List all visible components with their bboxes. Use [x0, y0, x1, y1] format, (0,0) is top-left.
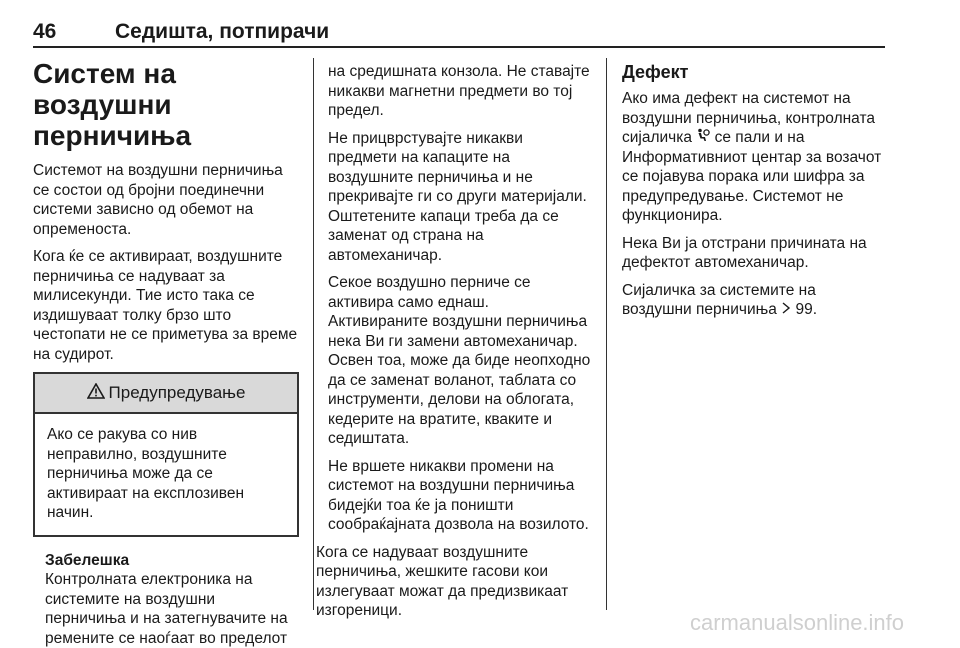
paragraph	[622, 89, 888, 226]
page-number: 46	[33, 20, 56, 44]
column-2	[328, 62, 592, 629]
paragraph: Нека Ви ја отстрани причината на дефектот автомеханичар.	[622, 234, 888, 273]
paragraph-text: Ако има дефект на системот на воздушни перничиња, контролната сијаличка	[622, 90, 875, 146]
warning-header	[35, 374, 297, 414]
note-text: Контролната електроника на системите на воздушни перничиња и на затегнувачите на ремените се наоѓаат во пределот	[45, 570, 299, 648]
paragraph: Кога се надуваат воздушните перничиња, жешките гасови кои излегуваат можат да предизвикаат изгореници.	[316, 543, 592, 621]
paragraph: Секое воздушно перниче се активира само еднаш. Активираните воздушни перничиња нека Ви ги замени автомеханичар. Освен тоа, може да биде неопходно да се заменат воланот, таблата со инструменти, делови на облогата, кедерите на вратите, кваките и седиштата.	[328, 273, 592, 449]
paragraph: Кога ќе се активираат, воздушните перничиња се надуваат за милисекунди. Тие исто така се издишуваат толку брзо што честопати не се приметува за време на судирот.	[33, 247, 299, 364]
paragraph	[622, 281, 888, 320]
section-heading-airbag-system: Систем на воздушни перничиња	[33, 58, 299, 151]
running-title: Седишта, потпирачи	[115, 20, 329, 44]
section-heading-malfunction: Дефект	[622, 62, 888, 83]
warning-box	[33, 372, 299, 537]
warning-text: Ако се ракува со нив неправилно, воздушните перничиња може да се активираат на експлозивен начин.	[47, 425, 285, 523]
paragraph: на средишната конзола. Не ставајте никакви магнетни предмети во тој предел.	[328, 62, 592, 121]
paragraph: Не вршете никакви промени на системот на воздушни перничиња бидејќи тоа ќе ја поништи сообраќајната дозвола на возилото.	[328, 457, 592, 535]
note-title: Забелешка	[45, 551, 299, 571]
page-reference-icon	[781, 300, 791, 320]
column-3	[622, 62, 888, 328]
column-divider	[313, 58, 314, 610]
column-1	[33, 58, 299, 648]
paragraph: Не прицврстувајте никакви предмети на капаците на воздушните перничиња и не прекривајте ги со други материјали. Оштетените капаци треба да се заменат од страна на автомеханичар.	[328, 129, 592, 266]
note-box	[33, 551, 299, 648]
page-reference-link[interactable]: 99.	[795, 301, 817, 318]
paragraph-text: се пали и на Информативниот центар за возачот се појавува порака или шифра за предупредување. Системот не функционира.	[622, 129, 881, 224]
warning-title: Предупредување	[109, 383, 246, 403]
airbag-warning-icon	[696, 128, 710, 148]
watermark: carmanualsonline.info	[690, 610, 904, 636]
column-divider	[606, 58, 607, 610]
paragraph-text: Сијаличка за системите на воздушни перничиња	[622, 282, 816, 319]
page-header	[33, 14, 885, 48]
warning-triangle-icon	[87, 383, 105, 404]
paragraph: Системот на воздушни перничиња се состои од бројни поединечни системи зависно од обемот на опременоста.	[33, 161, 299, 239]
